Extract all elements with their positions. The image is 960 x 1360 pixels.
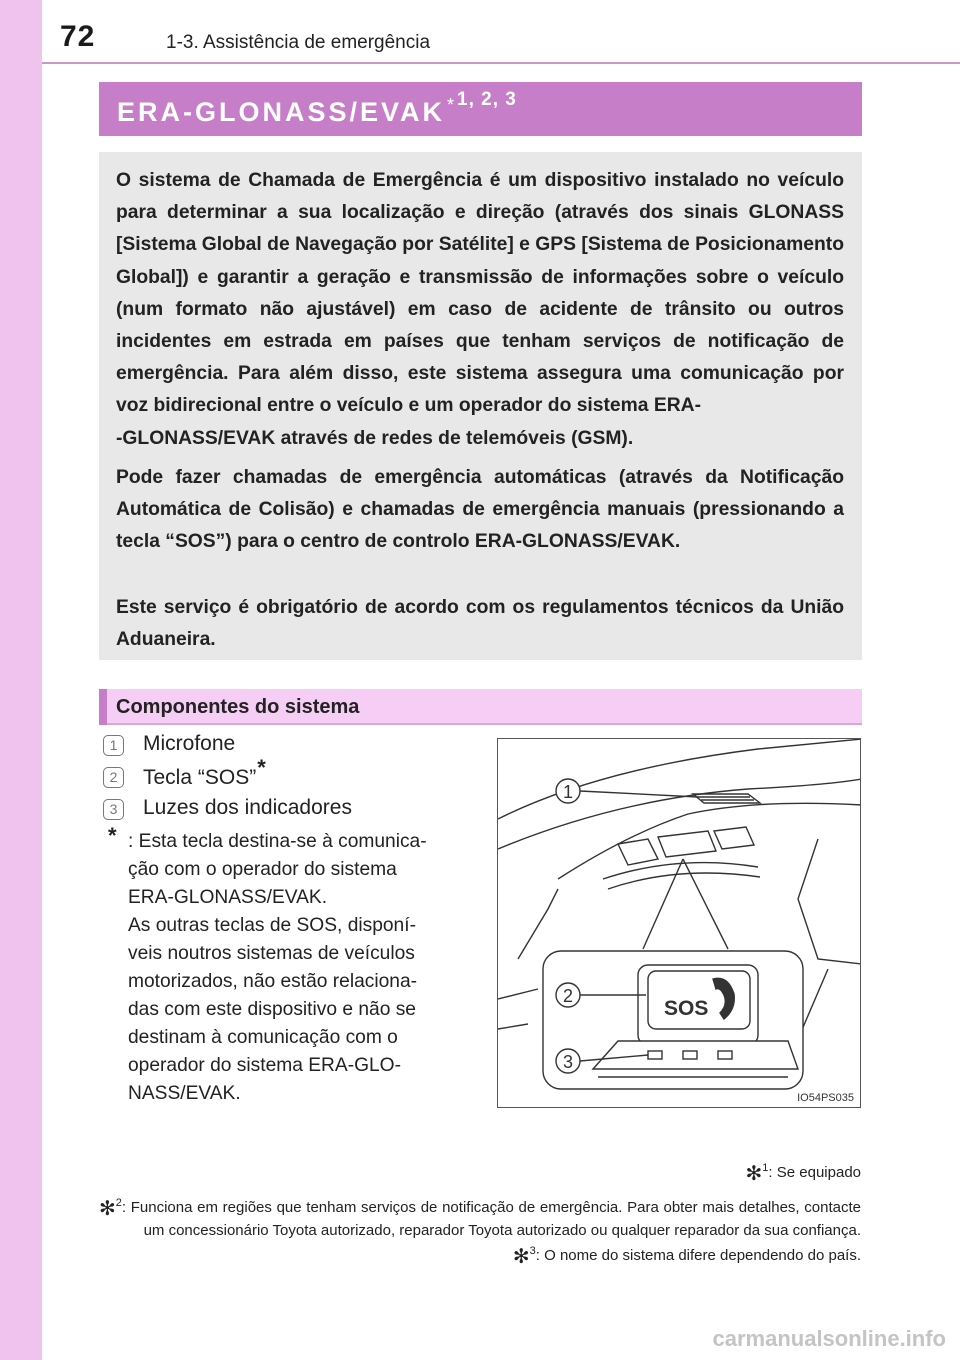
intro-paragraph-2: Pode fazer chamadas de emergência automáticas (através da Notificação Automática de Colisão) e chamadas de emergência manuais (pressionando a tecla “SOS”) para o centro de controlo ERA-GLONASS/EVAK. [116,467,844,553]
page-number: 72 [60,20,96,53]
footnotes [99,1158,861,1268]
svg-text:3: 3 [563,1052,574,1072]
number-badge: 1 [103,735,124,756]
component-label: Microfone [143,732,236,755]
footnote-3: ✻$^3$: O nome do sistema difere dependendo do país. [512,1245,861,1268]
sos-key-note [108,823,476,1108]
note-text: : Esta tecla destina-se à comunica- ção com o operador do sistema ERA-GLONASS/EVAK. As outras teclas de SOS, disponí- veis noutros sistemas de veículos motorizados, não estão relaciona- das com este dispositivo e não se destinam à comunicação com o operador do sistema ERA-GLO- NASS/EVAK. [128,831,427,1104]
figure-code: IO54PS035 [797,1092,854,1104]
title-bar [99,82,862,136]
number-badge: 3 [103,799,124,820]
component-label: Luzes dos indicadores [143,796,352,819]
components-heading: Componentes do sistema [116,696,360,718]
footnote-2: ✻$^2$: Funciona em regiões que tenham serviços de notificação de emergência. Para obter mais detalhes, contacte um concessionário Toyota autorizado, reparador Toyota autorizado ou qualquer reparador da sua confiança. [99,1197,861,1239]
footnote-1: ✻$^1$: Se equipado [745,1162,861,1185]
overhead-console-drawing [498,739,861,1108]
callout-2 [556,983,580,1007]
section-title: 1-3. Assistência de emergência [166,32,431,53]
intro-paragraph-1: O sistema de Chamada de Emergência é um dispositivo instalado no veículo para determinar a sua localização e direção (através dos sinais GLONASS [Sistema Global de Navegação por Satélite] e GPS [Sistema de Posicionamento Global]) e garantir a geração e transmissão de informações sobre o veículo (num formato não ajustável) em caso de acidente de trânsito ou outros incidentes em estrada em países que tenham serviços de notificação de emergência. Para além disso, este sistema assegura uma comunicação por voz bidirecional entre o veículo e um operador do sistema ERA- -GLONASS/EVAK através de redes de telemóveis (GSM). [116,170,844,449]
title-footnote-refs: 1, 2, 3 [457,89,517,110]
sos-button-text: SOS [664,997,709,1020]
watermark: carmanualsonline.info [712,1326,946,1351]
header-rule [42,62,960,64]
svg-text:2: 2 [563,986,574,1006]
components-heading-bar [99,689,862,725]
component-illustration [497,738,861,1108]
component-label: Tecla “SOS”* [143,755,266,789]
page-title: ERA-GLONASS/EVAK $^{*1, 2, 3}$ [117,89,517,127]
intro-paragraph-3: Este serviço é obrigatório de acordo com os regulamentos técnicos da União Aduaneira. [116,597,844,651]
callout-3 [556,1049,580,1073]
svg-text:1: 1 [563,782,574,802]
side-tab [0,0,42,1360]
note-asterisk: * [108,823,117,848]
intro-box [99,152,862,660]
callout-1 [556,779,580,803]
heading-accent [99,689,107,725]
number-badge: 2 [103,767,124,788]
